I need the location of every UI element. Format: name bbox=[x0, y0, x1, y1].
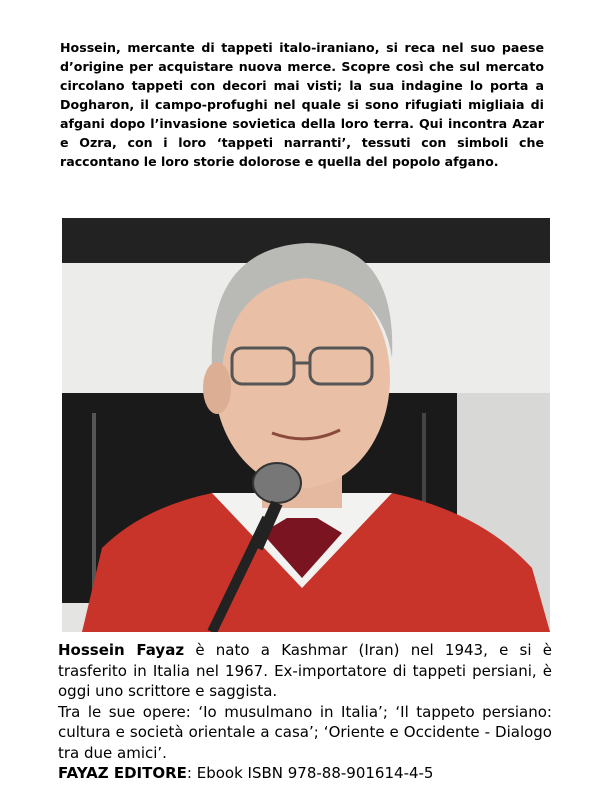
publisher-line bbox=[58, 763, 552, 784]
book-blurb: Hossein, mercante di tappeti italo-iraniano, si reca nel suo paese d’origine per acquistare nuova merce. Scopre così che sul mercato circolano tappeti con decori mai visti; la sua indagine lo porta a Dogharon, il campo-profughi nel quale si sono rifugiati migliaia di afgani dopo l’invasione sovietica della loro terra. Qui incontra Azar e Ozra, con i loro ‘tappeti narranti’, tessuti con simboli che raccontano le loro storie dolorose e quella del popolo afgano. bbox=[60, 40, 544, 169]
author-name: Hossein Fayaz bbox=[58, 641, 185, 659]
author-photo-image bbox=[62, 218, 550, 632]
author-bio-text: è nato a Kashmar (Iran) nel 1943, e si è trasferito in Italia nel 1967. Ex-importatore di tappeti persiani, è oggi uno scrittore e saggista. bbox=[58, 641, 553, 700]
publisher-name: FAYAZ EDITORE bbox=[58, 764, 187, 782]
isbn-text: : Ebook ISBN 978-88-901614-4-5 bbox=[186, 764, 434, 782]
author-bio-paragraph bbox=[58, 640, 552, 702]
author-works: Tra le sue opere: ‘Io musulmano in Italia’; ‘Il tappeto persiano: cultura e società orientale a casa’; ‘Oriente e Occidente - Dialogo tra due amici’. bbox=[58, 702, 552, 762]
author-bio bbox=[58, 640, 552, 784]
author-photo bbox=[62, 218, 550, 632]
